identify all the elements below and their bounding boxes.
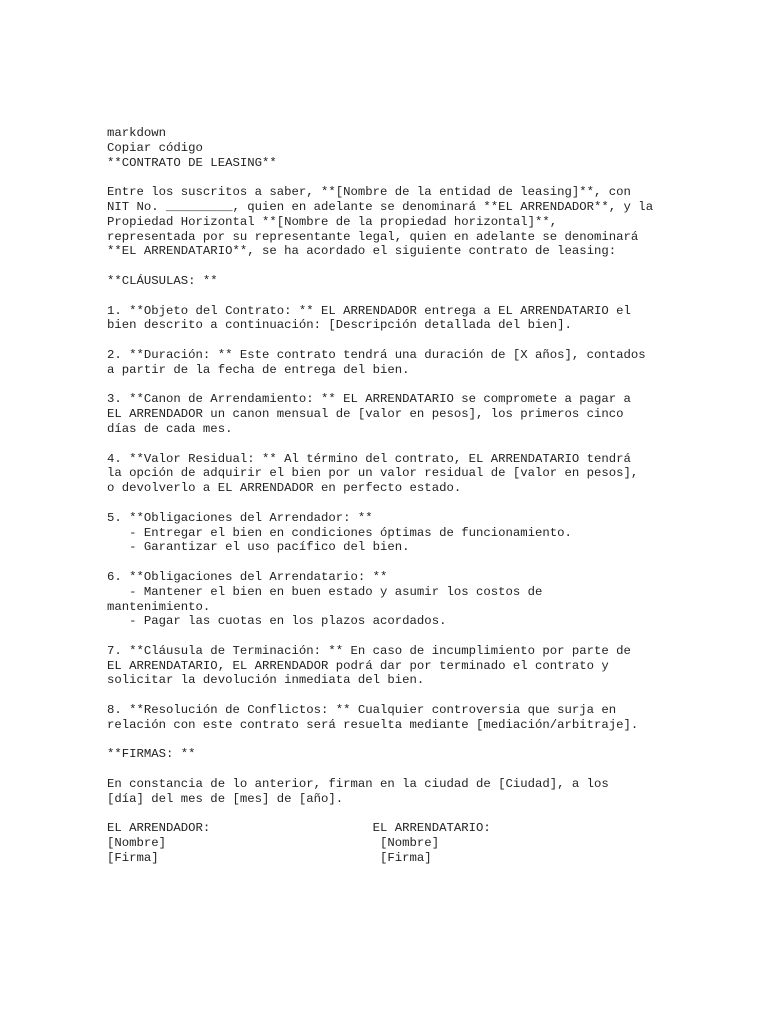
blank-line bbox=[107, 733, 757, 748]
blank-line bbox=[107, 289, 757, 304]
document-body bbox=[107, 126, 757, 866]
text-line: Copiar código bbox=[107, 140, 203, 155]
text-line: solicitar la devolución inmediata del bien. bbox=[107, 673, 425, 688]
blank-line bbox=[107, 762, 757, 777]
text-line: EL ARRENDADOR: EL ARRENDATARIO: bbox=[107, 821, 491, 836]
text-line: markdown bbox=[107, 126, 167, 140]
text-line: 8. **Resolución de Conflictos: ** Cualquier controversia que surja en bbox=[107, 703, 617, 718]
text-line: **CLÁUSULAS: ** bbox=[107, 273, 218, 288]
blank-line bbox=[107, 333, 757, 348]
text-line: 3. **Canon de Arrendamiento: ** EL ARRENDATARIO se compromete a pagar a bbox=[107, 392, 631, 407]
text-line: días de cada mes. bbox=[107, 421, 233, 436]
text-line: [Firma] [Firma] bbox=[107, 851, 432, 866]
text-line: EL ARRENDADOR un canon mensual de [valor en pesos], los primeros cinco bbox=[107, 407, 624, 422]
blank-line bbox=[107, 555, 757, 570]
blank-line bbox=[107, 437, 757, 452]
text-line: **FIRMAS: ** bbox=[107, 747, 196, 762]
blank-line bbox=[107, 629, 757, 644]
text-line: **EL ARRENDATARIO**, se ha acordado el siguiente contrato de leasing: bbox=[107, 244, 617, 259]
blank-line bbox=[107, 496, 757, 511]
text-line: 7. **Cláusula de Terminación: ** En caso de incumplimiento por parte de bbox=[107, 643, 631, 658]
text-line: NIT No. _________, quien en adelante se denominará **EL ARRENDADOR**, y la bbox=[107, 199, 654, 214]
text-line: - Mantener el bien en buen estado y asumir los costos de bbox=[107, 584, 543, 599]
blank-line bbox=[107, 170, 757, 185]
blank-line bbox=[107, 259, 757, 274]
text-line: [Nombre] [Nombre] bbox=[107, 836, 440, 851]
text-line: 4. **Valor Residual: ** Al término del contrato, EL ARRENDATARIO tendrá bbox=[107, 451, 631, 466]
text-line: - Pagar las cuotas en los plazos acordados. bbox=[107, 614, 447, 629]
text-line: bien descrito a continuación: [Descripción detallada del bien]. bbox=[107, 318, 572, 333]
text-line: 5. **Obligaciones del Arrendador: ** bbox=[107, 510, 373, 525]
text-line: la opción de adquirir el bien por un valor residual de [valor en pesos], bbox=[107, 466, 639, 481]
text-line: a partir de la fecha de entrega del bien. bbox=[107, 362, 410, 377]
text-line: 1. **Objeto del Contrato: ** EL ARRENDADOR entrega a EL ARRENDATARIO el bbox=[107, 303, 631, 318]
text-line: Entre los suscritos a saber, **[Nombre de la entidad de leasing]**, con bbox=[107, 185, 631, 200]
text-line: Propiedad Horizontal **[Nombre de la propiedad horizontal]**, bbox=[107, 214, 558, 229]
blank-line bbox=[107, 378, 757, 393]
text-line: - Entregar el bien en condiciones óptimas de funcionamiento. bbox=[107, 525, 572, 540]
text-line: mantenimiento. bbox=[107, 599, 211, 614]
text-line: representada por su representante legal, quien en adelante se denominará bbox=[107, 229, 639, 244]
text-line: **CONTRATO DE LEASING** bbox=[107, 155, 277, 170]
text-line: En constancia de lo anterior, firman en la ciudad de [Ciudad], a los bbox=[107, 777, 609, 792]
text-line: - Garantizar el uso pacífico del bien. bbox=[107, 540, 410, 555]
blank-line bbox=[107, 807, 757, 822]
text-line: relación con este contrato será resuelta mediante [mediación/arbitraje]. bbox=[107, 717, 639, 732]
text-line: EL ARRENDATARIO, EL ARRENDADOR podrá dar por terminado el contrato y bbox=[107, 658, 609, 673]
text-line: o devolverlo a EL ARRENDADOR en perfecto estado. bbox=[107, 481, 462, 496]
blank-line bbox=[107, 688, 757, 703]
text-line: 2. **Duración: ** Este contrato tendrá una duración de [X años], contados bbox=[107, 347, 646, 362]
text-line: 6. **Obligaciones del Arrendatario: ** bbox=[107, 569, 388, 584]
text-line: [día] del mes de [mes] de [año]. bbox=[107, 791, 344, 806]
